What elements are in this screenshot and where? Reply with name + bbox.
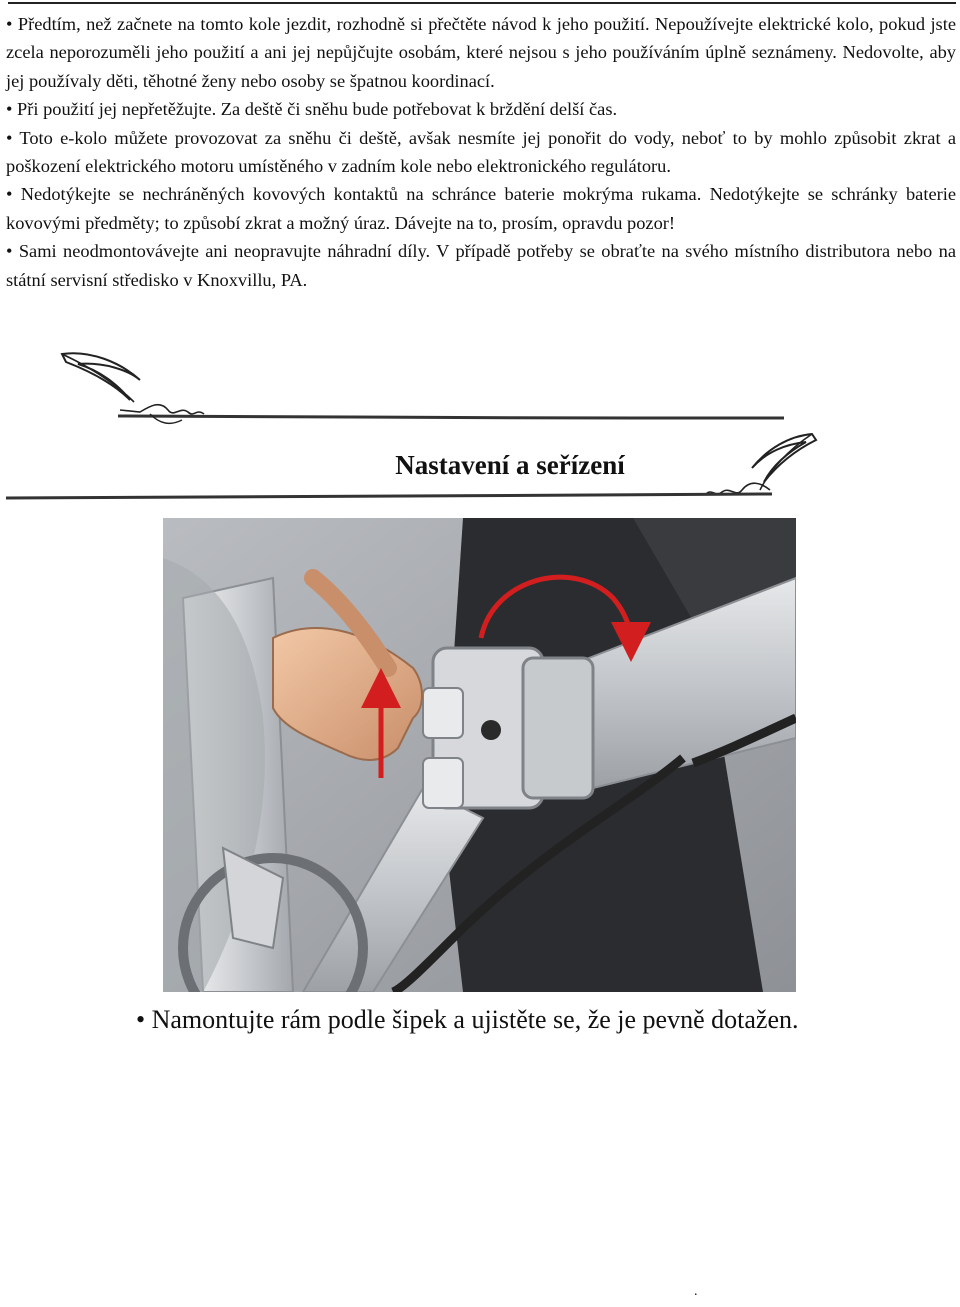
decorative-divider	[0, 340, 960, 520]
section-title: Nastavení a seřízení	[395, 450, 625, 480]
warning-read-manual: • Předtím, než začnete na tomto kole jezdit, rozhodně si přečtěte návod k jeho použití. Nepoužívejte elektrické kolo, pokud jste zcela neporozuměli jeho použití a ani jej nepůjčujte osobám, které nejsou s jeho používáním úplně seznámeny. Nedovolte, aby jej používaly děti, těhotné ženy nebo osoby se špatnou koordinací.	[6, 14, 956, 91]
warning-overload: • Při použití jej nepřetěžujte. Za deště či sněhu bude potřebovat k brždění delší čas.	[6, 99, 618, 120]
warning-battery-contacts: • Nedotýkejte se nechráněných kovových kontaktů na schránce baterie mokrýma rukama. Nedotýkejte se schránky baterie kovovými předměty; to způsobí zkrat a možný úraz. Dávejte na to, prosím, opravdu pozor!	[6, 184, 956, 233]
warning-repairs: • Sami neodmontovávejte ani neopravujte náhradní díly. V případě potřeby se obraťte na svého místního distributora nebo na státní servisní středisko v Knoxvillu, PA.	[6, 241, 956, 290]
footer-mark: .	[694, 1284, 698, 1299]
warning-water: • Toto e-kolo můžete provozovat za sněhu či deště, avšak nesmíte jej ponořit do vody, neboť to by mohlo způsobit zkrat a poškození elektrického motoru umístěného v zadním kole nebo elektronického regulátoru.	[6, 127, 956, 177]
instruction-caption: • Namontujte rám podle šipek a ujistěte se, že je pevně dotažen.	[136, 1005, 799, 1034]
top-rule	[8, 2, 956, 4]
upper-rule	[118, 416, 784, 418]
warnings-list	[6, 10, 956, 294]
frame-hinge-illustration	[163, 518, 796, 992]
folding-frame-photo	[163, 518, 796, 992]
lower-rule	[6, 494, 772, 498]
